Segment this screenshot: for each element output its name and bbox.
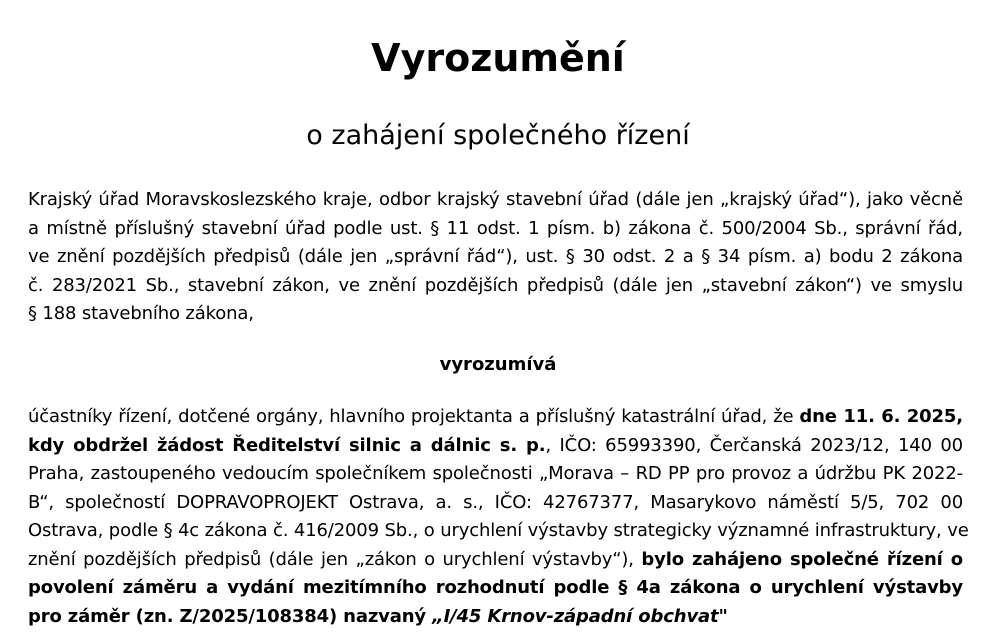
project-name-italic: „I/45 Krnov-západní obchvat: [432, 605, 719, 627]
project-name: [432, 606, 718, 627]
closing-quote: ": [718, 605, 728, 627]
body-paragraph: [28, 403, 969, 631]
intro-line: § 188 stavebního zákona,: [28, 303, 254, 324]
body-bold-text: dne 11. 6. 2025,: [799, 406, 963, 427]
body-bold-text: povolení záměru a vydání mezitímního rozhodnutí podle § 4a zákona o urychlení výstavby: [28, 577, 963, 598]
intro-line: a místně příslušný stavební úřad podle ust. § 11 odst. 1 písm. b) zákona č. 500/2004 Sb., správní řád,: [28, 217, 963, 239]
intro-line: ve znění pozdějších předpisů (dále jen „správní řád“), ust. § 30 odst. 2 a § 34 písm. a) bodu 2 zákona: [28, 246, 963, 267]
body-line: [28, 574, 963, 603]
body-text: účastníky řízení, dotčené orgány, hlavního projektanta a příslušný katastrální úřad, že: [28, 406, 800, 427]
body-line: B“, společností DOPRAVOPROJEKT Ostrava, a. s., IČO: 42767377, Masarykovo náměstí 5/5, 702 00: [28, 491, 963, 513]
intro-paragraph: [28, 186, 963, 329]
document-title: Vyrozumění: [371, 36, 625, 80]
body-line: Ostrava, podle § 4c zákona č. 416/2009 Sb., o urychlení výstavby strategicky významné infrastruktury, ve: [28, 520, 969, 541]
body-text: znění pozdějších předpisů (dále jen „zákon o urychlení výstavby“),: [28, 548, 642, 570]
body-bold-text: kdy obdržel žádost Ředitelství silnic a dálnic s. p.: [28, 434, 546, 456]
body-line: [28, 432, 963, 461]
document-subtitle: o zahájení společného řízení: [306, 120, 690, 151]
intro-line: č. 283/2021 Sb., stavební zákon, ve znění pozdějších předpisů (dále jen „stavební zákon“) ve smyslu: [28, 274, 963, 296]
body-bold-text: bylo zahájeno společné řízení o: [641, 548, 963, 570]
section-heading: vyrozumívá: [439, 354, 557, 375]
intro-line: Krajský úřad Moravskoslezského kraje, odbor krajský stavební úřad (dále jen „krajský úřad“), jako věcně: [28, 189, 963, 210]
body-line: Praha, zastoupeného vedoucím společníkem společnosti „Morava – RD PP pro provoz a údržbu PK 2022-: [28, 463, 963, 484]
body-line: [28, 403, 963, 432]
body-text: , IČO: 65993390, Čerčanská 2023/12, 140 00: [545, 434, 963, 456]
body-line: [28, 546, 963, 575]
body-line: [28, 603, 963, 632]
body-bold-text: pro záměr (zn. Z/2025/108384) nazvaný: [28, 605, 433, 627]
